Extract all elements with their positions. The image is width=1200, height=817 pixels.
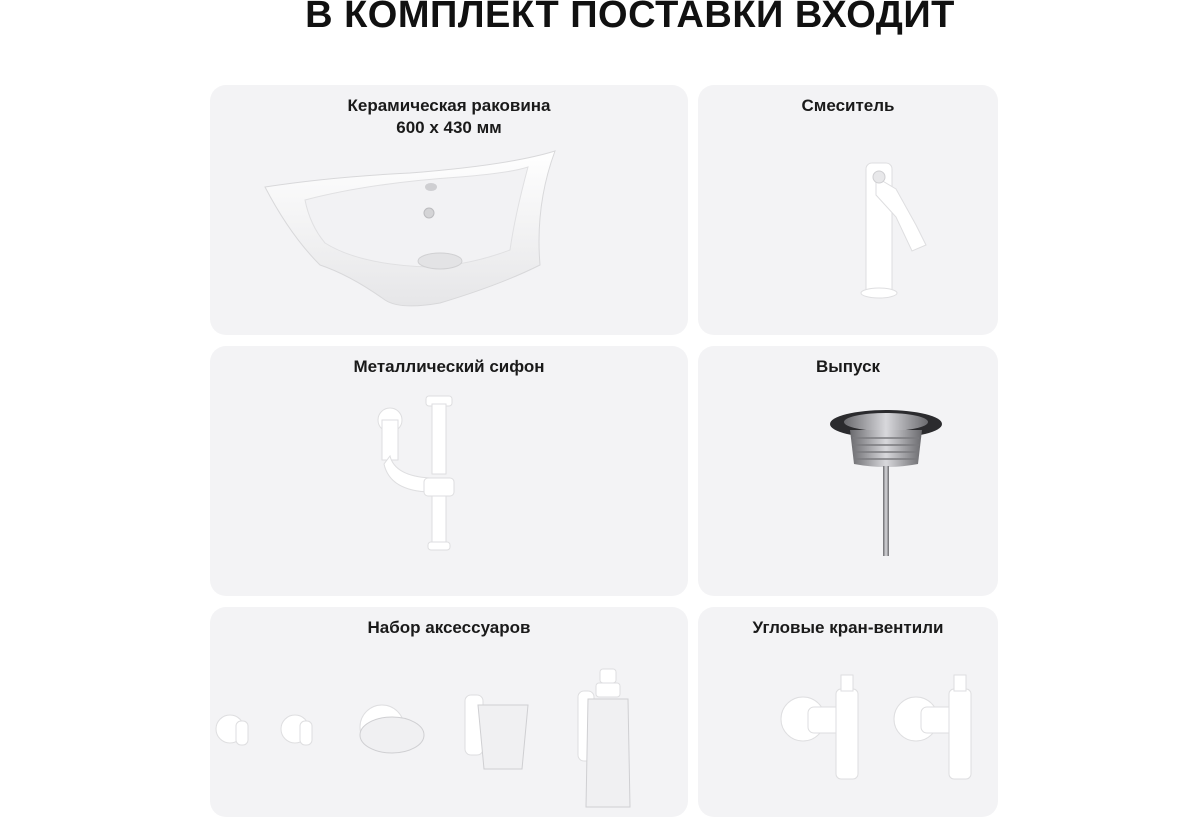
card-title-line: Набор аксессуаров <box>367 618 531 637</box>
card-angle-valves <box>698 607 998 817</box>
card-title-line: Металлический сифон <box>353 357 545 376</box>
card-metal-siphon <box>210 346 688 596</box>
card-accessories-set <box>210 607 688 817</box>
page-heading: В КОМПЛЕКТ ПОСТАВКИ ВХОДИТ <box>305 0 955 36</box>
card-title-line: Смеситель <box>801 96 895 115</box>
siphon-icon <box>210 346 688 596</box>
card-faucet <box>698 85 998 335</box>
card-title-line: Выпуск <box>815 357 881 376</box>
card-title-line: Угловые кран-вентили <box>752 618 944 637</box>
faucet-icon <box>698 85 998 335</box>
angle-valve-icon <box>698 607 998 817</box>
drain-icon <box>698 346 998 596</box>
card-title-line: Керамическая раковина <box>347 96 551 115</box>
card-ceramic-basin <box>210 85 688 335</box>
card-drain <box>698 346 998 596</box>
card-title-subline: 600 x 430 мм <box>396 118 502 137</box>
accessories-icon <box>210 607 688 817</box>
basin-icon <box>210 85 688 335</box>
